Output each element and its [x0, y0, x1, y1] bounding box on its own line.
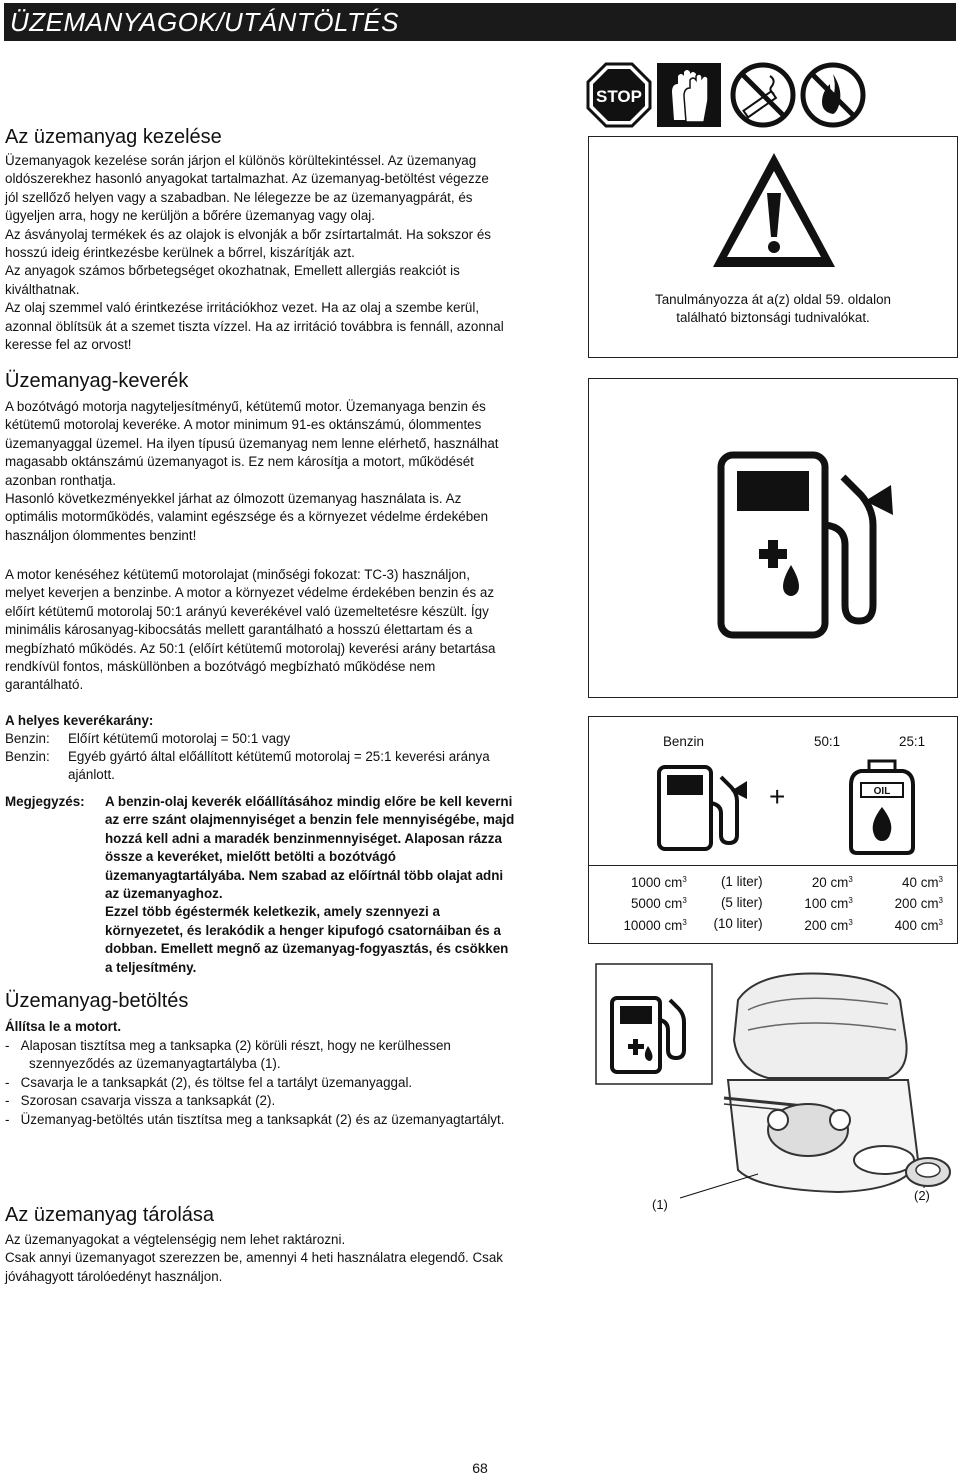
- heading-refuelling: Üzemanyag-betöltés: [5, 990, 189, 1012]
- text-line: használjon ólommentes benzint!: [5, 527, 197, 543]
- paragraph-fuel-mixture: [5, 398, 560, 545]
- table-row: 5000 $cm^3$ (5 liter) 100 $cm^3$ 200 $cm^3$: [630, 894, 943, 912]
- ratio-heading: A helyes keverékarány:: [5, 713, 154, 728]
- text-line: Az ásványolaj termékek és az olajok is elvonják a bőr zsírtartalmát. Ha sokszor és: [5, 226, 491, 242]
- list-item: - Szorosan csavarja vissza a tanksapkát (2).: [5, 1093, 276, 1109]
- text-line: magasabb oktánszámú üzemanyagot is. Ez nem károsítja a motort, működését: [5, 454, 474, 470]
- text-line: melyet keverjen a benzinbe. A motor a környezet védelme érdekében benzin és az: [5, 585, 495, 601]
- stop-icon: [588, 64, 650, 126]
- text-line: rendkívül fontos, másküllönben a bozótvágó megbízható működése nem: [5, 659, 436, 675]
- paragraph-fuel-handling: [5, 152, 560, 354]
- mix-divider: [589, 865, 957, 866]
- plus-sign: +: [769, 781, 786, 812]
- list-item: - Alaposan tisztítsa meg a tanksapka (2) körüli részt, hogy ne kerülhessen: [5, 1038, 451, 1053]
- text-line: az üzemanyaghoz.: [105, 886, 223, 902]
- text-line: minimális károsanyag-kibocsátás mellett garantálható a hosszú élettartam és a: [5, 622, 473, 638]
- text-line: üzemanyaggal üzemel. Ha ilyen típusú üzemanyag nem lenne elérhető, használhat: [5, 435, 499, 451]
- mix-ratio-figure-box: [588, 716, 958, 944]
- heading-fuel-handling: Az üzemanyag kezelése: [5, 126, 222, 148]
- text-line: dobban. Emellett megnő az üzemanyag-fogyasztás, és csökken: [105, 941, 509, 957]
- text-line: garantálható.: [5, 677, 84, 693]
- text-line: Hasonló következményekkel járhat az ólmozott üzemanyag használata is. Az: [5, 491, 462, 507]
- svg-text:STOP: STOP: [596, 87, 642, 106]
- safety-notice-box: [588, 136, 958, 358]
- callout-2: (2): [914, 1188, 930, 1203]
- list-item: - Üzemanyag-betöltés után tisztítsa meg a tanksapkát (2) és az üzemanyagtartályt.: [5, 1111, 505, 1127]
- text-line: össze a keveréket, mielőtt betölti a bozótvágó: [105, 849, 396, 865]
- text-line: kétütemű motorolaj keveréke. A motor minimum 91-es oktánszámú, ólommentes: [5, 417, 482, 433]
- text-line: jóváhagyott tárolóedényt használjon.: [5, 1268, 223, 1284]
- paragraph-lubrication: [5, 566, 565, 695]
- gloves-icon: [657, 63, 721, 127]
- text-line: Az olaj szemmel való érintkezése irritációkhoz vezet. Ha az olaj a szembe kerül,: [5, 300, 480, 316]
- text-line: környezetet, és lerakódik a henger kipufogó csatornáiban és a: [105, 922, 501, 938]
- safety-icons-row: [586, 62, 958, 130]
- refuel-steps-list: [5, 1037, 565, 1129]
- text-line: azonnal öblítsük át a szemet tiszta vízzel. Ha az irritáció továbbra is fennáll, azonnal: [5, 318, 504, 334]
- note-text: [105, 793, 565, 977]
- text-line: A benzin-olaj keverék előállításához mindig előre be kell keverni: [105, 794, 513, 809]
- fuel-pump-figure-box: [588, 378, 958, 698]
- col-25-label: 25:1: [899, 734, 926, 749]
- no-open-flame-icon: [803, 65, 863, 125]
- paragraph-fuel-storage: [5, 1231, 565, 1286]
- text-line: Az üzemanyagokat a végtelenségig nem lehet raktározni.: [5, 1232, 346, 1247]
- text-line: Csak annyi üzemanyagot szerezzen be, amennyi 4 heti használatra elegendő. Csak: [5, 1250, 503, 1266]
- text-line: azonban ronthatja.: [5, 472, 116, 488]
- text-line: előírt kétütemű motorolaj 50:1 arányú keverékével való üzemeltetésre készült. Így: [5, 603, 489, 619]
- warning-triangle-icon: [709, 149, 839, 271]
- ratio-row2-label: Benzin:: [5, 749, 50, 764]
- list-item: - Csavarja le a tanksapkát (2), és töltse fel a tartályt üzemanyaggal.: [5, 1074, 413, 1090]
- text-line: megbízható működés. Az 50:1 (előírt kétütemű motorolaj) keverési arány betartása: [5, 640, 496, 656]
- page-title-banner: [4, 3, 956, 41]
- text-line: Ezzel több égéstermék keletkezik, amely szennyezi a: [105, 904, 440, 920]
- text-line: üzemanyagtartályába. Nem szabad az előírtnál több olajat adni: [105, 867, 504, 883]
- text-line: A motor kenéséhez kétütemű motorolajat (minőségi fokozat: TC-3) használjon,: [5, 567, 470, 582]
- text-line: található biztonsági tudnivalókat.: [676, 310, 870, 326]
- col-50-label: 50:1: [814, 734, 841, 749]
- fuel-pump-icon: [715, 445, 935, 645]
- engine-figure: [588, 960, 958, 1210]
- text-line: ügyeljen arra, hogy ne kerüljön a bőrére üzemanyag vagy olaj.: [5, 208, 375, 224]
- heading-fuel-mixture: Üzemanyag-keverék: [5, 370, 189, 392]
- text-line: Az anyagok számos bőrbetegséget okozhatnak, Emellett allergiás reakciót is: [5, 263, 460, 279]
- svg-text:OIL: OIL: [873, 786, 891, 797]
- page-number: 68: [472, 1460, 488, 1476]
- text-line: hosszú ideig érintkezésbe kerülnek a bőrrel, kiszárítják azt.: [5, 245, 355, 261]
- ratio-row2-cont: ajánlott.: [68, 767, 115, 782]
- page-title: ÜZEMANYAGOK/UTÁNTÖLTÉS: [10, 7, 400, 37]
- text-line: az erre szánt olajmennyiséget a benzin fele mennyiségébe, majd: [105, 812, 515, 828]
- text-line: hozzá kell adni a maradék benzinmennyiséget. Alaposan rázza: [105, 830, 502, 846]
- no-smoking-icon: [733, 65, 793, 125]
- text-line: oldószerekhez hasonló anyagokat tartalmazhat. Az üzemanyag-betöltést végezze: [5, 171, 489, 187]
- text-line: Üzemanyagok kezelése során járjon el különös körültekintéssel. Az üzemanyag: [5, 153, 477, 168]
- text-line: A bozótvágó motorja nagyteljesítményű, kétütemű motor. Üzemanyaga benzin és: [5, 399, 486, 414]
- ratio-row1-label: Benzin:: [5, 731, 50, 746]
- mix-ratio-table: [613, 871, 943, 935]
- ratio-row2-text: Egyéb gyártó által előállított kétütemű motorolaj = 25:1 keverési aránya: [68, 749, 490, 764]
- text-line: keresse fel az orvost!: [5, 337, 132, 353]
- oil-bottle-icon: [847, 759, 917, 855]
- callout-1: (1): [652, 1197, 668, 1212]
- refuel-subheading: Állítsa le a motort.: [5, 1019, 122, 1034]
- list-item-cont: szennyeződés az üzemanyagtartályba (1).: [29, 1056, 281, 1072]
- fuel-pump-small-icon: [655, 763, 765, 853]
- col-benzin-label: Benzin: [663, 734, 704, 749]
- safety-reference-text: [589, 291, 957, 328]
- safety-icons: [586, 62, 958, 130]
- text-line: jól szellőző helyen vagy a szabadban. Ne lélegezze be az üzemanyagpárát, és: [5, 189, 473, 205]
- table-row: 10000 $cm^3$ (10 liter) 200 $cm^3$ 400 $cm^3$: [623, 916, 943, 933]
- note-label: Megjegyzés:: [5, 794, 85, 809]
- text-line: optimális motorműködés, valamint egészsége és a környezet védelme érdekében: [5, 509, 489, 525]
- engine-illustration: [588, 960, 958, 1210]
- ratio-row1-text: Előírt kétütemű motorolaj = 50:1 vagy: [68, 731, 291, 746]
- heading-fuel-storage: Az üzemanyag tárolása: [5, 1204, 215, 1226]
- text-line: Tanulmányozza át a(z) oldal 59. oldalon: [655, 292, 891, 307]
- text-line: a teljesítmény.: [105, 959, 197, 975]
- text-line: kiválthatnak.: [5, 281, 80, 297]
- table-row: 1000 $cm^3$ (1 liter) 20 $cm^3$ 40 $cm^3$: [630, 873, 943, 890]
